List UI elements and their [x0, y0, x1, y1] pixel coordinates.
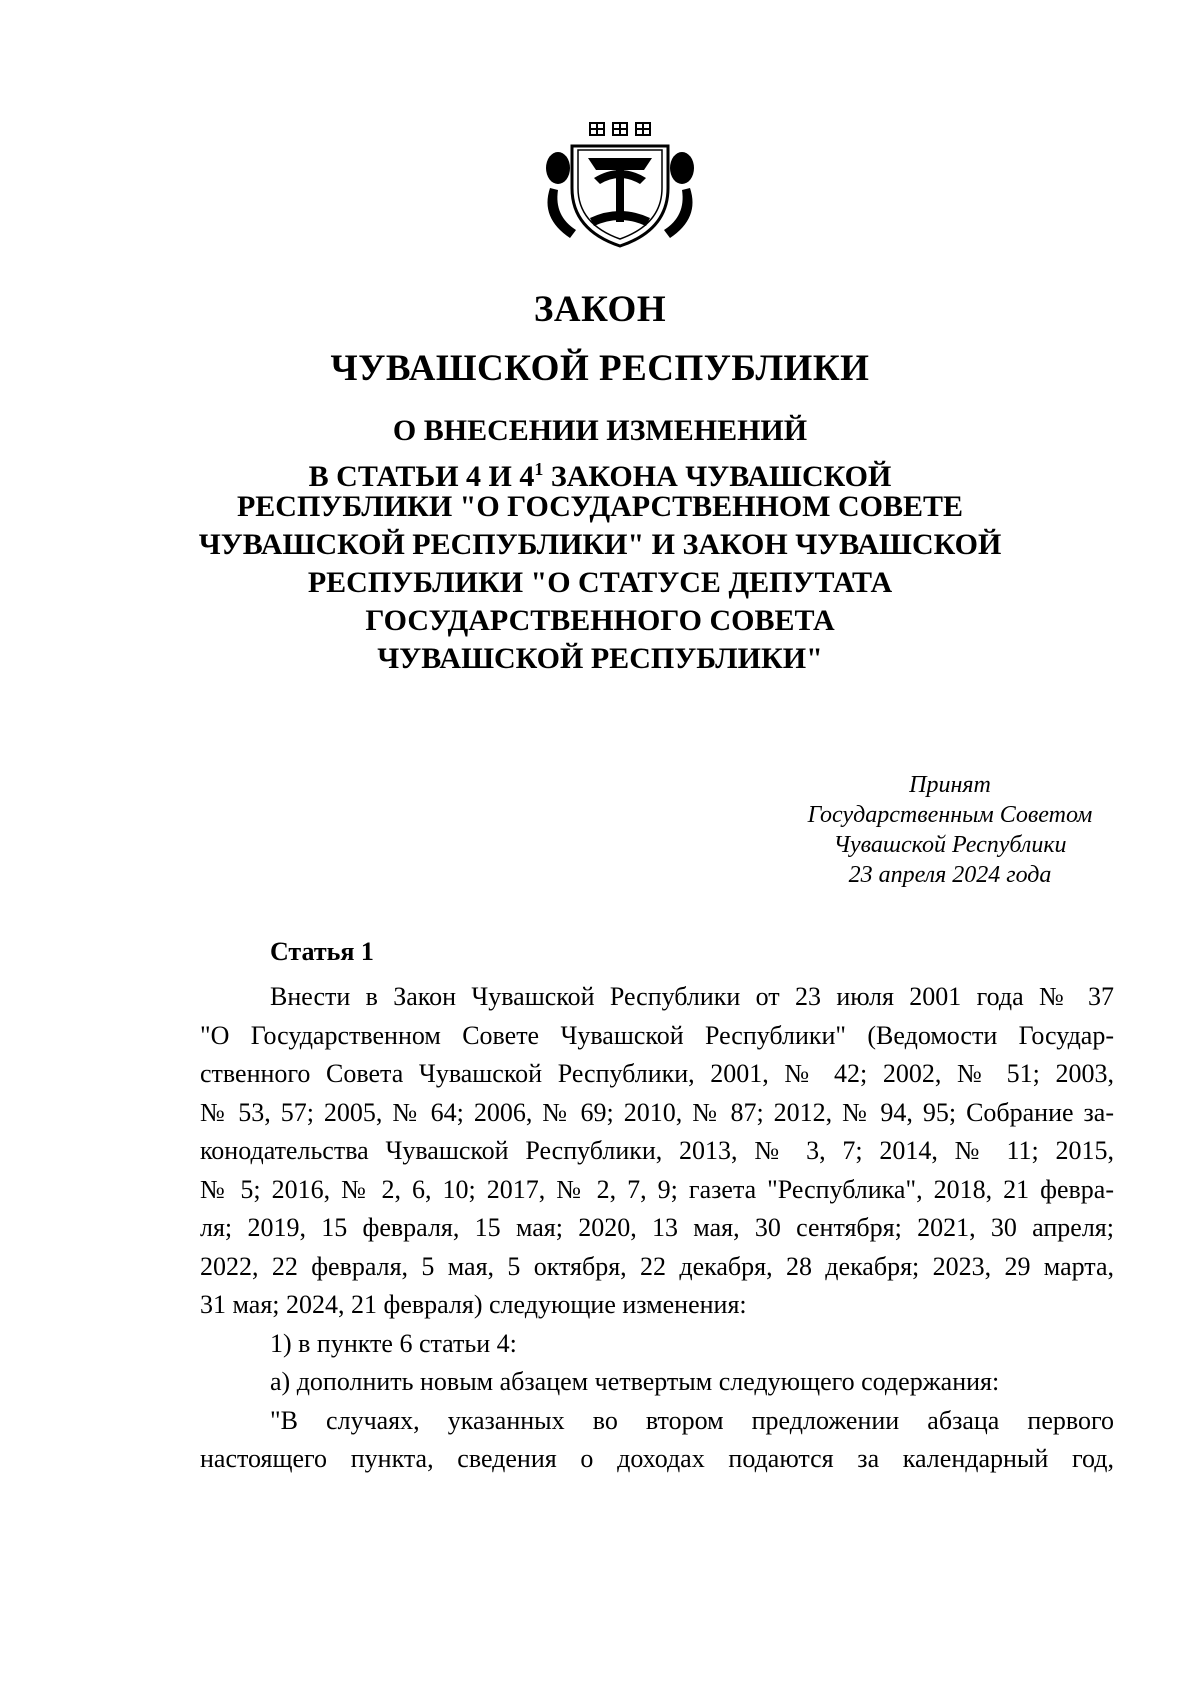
chuvash-emblem	[540, 118, 700, 250]
adoption-line: Государственным Советом	[807, 802, 1093, 828]
title-line: РЕСПУБЛИКИ "О ГОСУДАРСТВЕННОМ СОВЕТЕ	[236, 490, 964, 523]
title-line: ЧУВАШСКОЙ РЕСПУБЛИКИ" И ЗАКОН ЧУВАШСКОЙ	[198, 528, 1002, 561]
list-item: а) дополнить новым абзацем четвертым следующего содержания:	[270, 1367, 1000, 1396]
adoption-line: Чувашской Республики	[833, 832, 1067, 858]
body-line: № 53, 57; 2005, № 64; 2006, № 69; 2010, № 87; 2012, № 94, 95; Собрание за-	[200, 1097, 1114, 1127]
adoption-line: Принят	[909, 772, 991, 798]
quoted-text-line: настоящего пункта, сведения о доходах подаются за календарный год,	[200, 1444, 1114, 1473]
adoption-line: 23 апреля 2024 года	[848, 862, 1052, 888]
body-line: Внести в Закон Чувашской Республики от 23 июля 2001 года № 37	[270, 982, 1114, 1011]
quoted-text-line: "В случаях, указанных во втором предложении абзаца первого	[270, 1405, 1114, 1435]
body-line: "О Государственном Совете Чувашской Республики" (Ведомости Государ-	[200, 1020, 1114, 1050]
body-line: № 5; 2016, № 2, 6, 10; 2017, № 2, 7, 9; газета "Республика", 2018, 21 февра-	[200, 1174, 1114, 1204]
body-line: 2022, 22 февраля, 5 мая, 5 октября, 22 декабря, 28 декабря; 2023, 29 марта,	[200, 1251, 1114, 1281]
title-line-text: В СТАТЬИ 4 И 4	[308, 460, 535, 493]
emblem-top-ornaments	[590, 123, 650, 135]
body-line: ственного Совета Чувашской Республики, 2001, № 42; 2002, № 51; 2003,	[200, 1059, 1114, 1088]
body-line: 31 мая; 2024, 21 февраля) следующие изменения:	[200, 1290, 747, 1319]
body-line: ля; 2019, 15 февраля, 15 мая; 2020, 13 мая, 30 сентября; 2021, 30 апреля;	[200, 1213, 1114, 1242]
title-line: О ВНЕСЕНИИ ИЗМЕНЕНИЙ	[392, 414, 808, 447]
issuing-republic: ЧУВАШСКОЙ РЕСПУБЛИКИ	[330, 348, 870, 389]
article-heading: Статья 1	[270, 937, 374, 966]
title-line-text: ЗАКОНА ЧУВАШСКОЙ	[543, 460, 892, 493]
title-superscript: 1	[534, 459, 544, 479]
title-line: ЧУВАШСКОЙ РЕСПУБЛИКИ"	[377, 642, 823, 675]
document-type: ЗАКОН	[533, 289, 667, 330]
title-line: РЕСПУБЛИКИ "О СТАТУСЕ ДЕПУТАТА	[307, 566, 893, 599]
list-item: 1) в пункте 6 статьи 4:	[270, 1328, 517, 1358]
title-line: ГОСУДАРСТВЕННОГО СОВЕТА	[365, 604, 835, 637]
emblem-tree	[588, 158, 652, 226]
body-line: конодательства Чувашской Республики, 2013, № 3, 7; 2014, № 11; 2015,	[200, 1136, 1114, 1165]
